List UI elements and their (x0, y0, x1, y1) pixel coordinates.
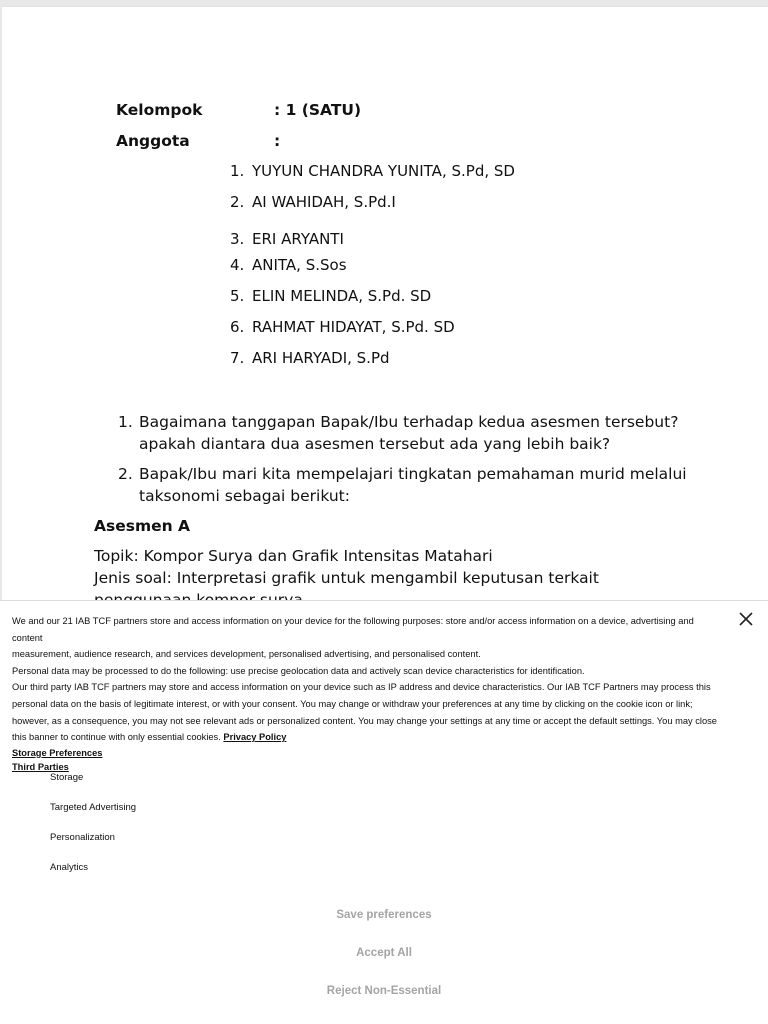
member-item (230, 349, 390, 367)
member-name: RAHMAT HIDAYAT, S.Pd. SD (252, 318, 455, 336)
member-number: 2. (230, 193, 245, 211)
consent-text-line: Personal data may be processed to do the following: use precise geolocation data and actively scan device characteristics for identification. (12, 665, 585, 676)
privacy-policy-link[interactable]: Privacy Policy (223, 732, 287, 743)
group-label: Kelompok (116, 101, 203, 119)
cookie-consent-banner (0, 600, 768, 1024)
member-name: ARI HARYADI, S.Pd (252, 349, 390, 367)
consent-text-line-last (12, 729, 724, 746)
save-preferences-button[interactable]: Save preferences (336, 909, 432, 921)
category-personalization[interactable]: Personalization (50, 832, 115, 843)
question-number: 2. (118, 465, 133, 483)
question-number: 1. (118, 413, 133, 431)
third-parties-link[interactable]: Third Parties (12, 761, 69, 772)
member-number: 5. (230, 287, 245, 305)
reject-non-essential-button[interactable]: Reject Non-Essential (326, 985, 442, 997)
member-number: 6. (230, 318, 245, 336)
member-name: YUYUN CHANDRA YUNITA, S.Pd, SD (252, 162, 515, 180)
assessment-title: Asesmen A (94, 517, 191, 535)
member-name: AI WAHIDAH, S.Pd.I (252, 193, 396, 211)
consent-text-line: this banner to continue with only essential cookies. (12, 732, 221, 743)
members-row (116, 132, 281, 150)
member-item (230, 256, 347, 274)
member-item (230, 318, 455, 336)
consent-text-line: measurement, audience research, and services development, personalised advertising, and personalised content. (12, 649, 481, 660)
consent-body (12, 613, 724, 774)
close-icon[interactable] (736, 609, 756, 629)
group-row (116, 101, 362, 119)
member-number: 3. (230, 230, 245, 248)
member-name: ERI ARYANTI (252, 230, 344, 248)
assessment-line: Topik: Kompor Surya dan Grafik Intensitas Matahari (94, 547, 493, 565)
member-number: 4. (230, 256, 245, 274)
storage-preferences-link[interactable]: Storage Preferences (12, 747, 103, 758)
consent-text-line: however, as a consequence, you may not see relevant ads or personalized content. You may change your settings at any time or accept the default settings. You may close (12, 715, 717, 726)
member-number: 7. (230, 349, 245, 367)
member-item (230, 230, 344, 248)
question-text-line: taksonomi sebagai berikut: (139, 487, 350, 505)
assessment-line: Jenis soal: Interpretasi grafik untuk mengambil keputusan terkait (94, 569, 599, 587)
member-item (230, 287, 431, 305)
member-name: ANITA, S.Sos (252, 256, 347, 274)
members-colon: : (274, 132, 281, 150)
accept-all-button[interactable]: Accept All (356, 947, 412, 959)
member-number: 1. (230, 162, 245, 180)
consent-text-line: We and our 21 IAB TCF partners store and access information on your device for the following purposes: store and/or access information on a device, advertising and content (12, 616, 694, 643)
question-text-line: Bagaimana tanggapan Bapak/Ibu terhadap kedua asesmen tersebut? (139, 413, 679, 431)
consent-text-line: personal data on the basis of legitimate interest, or with your consent. You may change or withdraw your preferences at any time by clicking on the cookie icon or link; (12, 698, 693, 709)
category-storage[interactable]: Storage (50, 772, 84, 783)
question-text-line: Bapak/Ibu mari kita mempelajari tingkatan pemahaman murid melalui (139, 465, 687, 483)
category-analytics[interactable]: Analytics (50, 862, 89, 873)
members-label: Anggota (116, 132, 190, 150)
question-text-line: apakah diantara dua asesmen tersebut ada yang lebih baik? (139, 435, 611, 453)
member-item (230, 193, 396, 211)
group-value: : 1 (SATU) (274, 101, 362, 119)
member-item (230, 162, 515, 180)
category-targeted-advertising[interactable]: Targeted Advertising (50, 802, 137, 813)
consent-text-line: Our third party IAB TCF partners may store and access information on your device such as IP address and device characteristics. Our IAB TCF Partners may process this (12, 682, 711, 693)
member-name: ELIN MELINDA, S.Pd. SD (252, 287, 432, 305)
